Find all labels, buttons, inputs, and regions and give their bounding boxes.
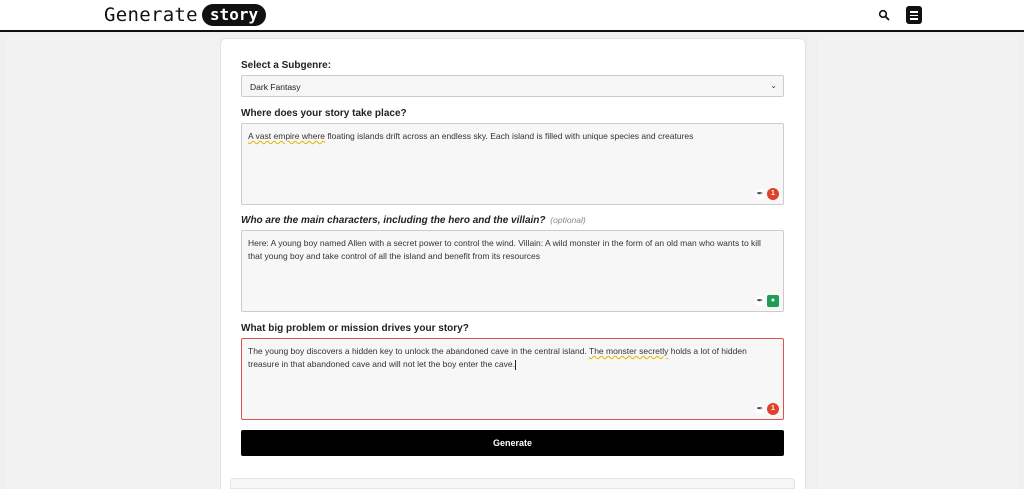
brand-pill: story [202, 4, 266, 26]
characters-textarea[interactable] [241, 230, 784, 312]
setting-text: floating islands drift across an endless sky. Each island is filled with unique species and creatures [325, 131, 694, 141]
grammar-ok-icon[interactable]: ● [767, 295, 779, 307]
brand-word: Generate [104, 4, 198, 26]
grammar-widget[interactable] [755, 403, 779, 415]
characters-label [241, 215, 586, 226]
characters-label-text: Who are the main characters, including the hero and the villain? [241, 215, 546, 226]
top-navigation-bar [0, 0, 1024, 32]
generate-button[interactable]: Generate [241, 430, 784, 456]
optional-tag: (optional) [550, 215, 586, 225]
setting-textarea[interactable] [241, 123, 784, 205]
results-panel [230, 478, 795, 489]
menu-icon[interactable] [906, 6, 922, 24]
problem-textarea[interactable] [241, 338, 784, 420]
left-sidebar-area [6, 34, 220, 489]
pen-icon[interactable]: ✒ [756, 296, 764, 305]
problem-text-start: The young boy discovers a hidden key to unlock the abandoned cave in the central island. [248, 346, 590, 356]
setting-label: Where does your story take place? [241, 108, 407, 119]
pen-icon[interactable]: ✒ [756, 404, 764, 413]
grammar-widget[interactable] [755, 295, 779, 307]
characters-text: Here: A young boy named Allen with a secret power to control the wind. Villain: A wild monster in the form of an old man who wants to kill that young boy and take control of all the island and benefit from its resources [248, 238, 761, 261]
problem-label: What big problem or mission drives your story? [241, 323, 469, 334]
problem-text-end: holds a lot of hidden treasure in that abandoned cave and will not let the boy enter the cave. [248, 346, 747, 369]
subgenre-select[interactable] [241, 75, 784, 97]
text-cursor [515, 360, 516, 370]
issue-count-badge[interactable]: 1 [767, 188, 779, 200]
brand-logo[interactable] [104, 4, 266, 26]
chevron-down-icon: ⌄ [770, 81, 777, 90]
right-sidebar-area [818, 34, 1018, 489]
subgenre-selected-value: Dark Fantasy [250, 82, 301, 92]
issue-count-badge[interactable]: 1 [767, 403, 779, 415]
pen-icon[interactable]: ✒ [756, 189, 764, 198]
search-icon[interactable] [878, 9, 890, 21]
problem-underlined-text: The monster secretly [589, 346, 669, 356]
subgenre-label: Select a Subgenre: [241, 60, 332, 71]
setting-underlined-text: A vast empire where [248, 131, 326, 141]
grammar-widget[interactable] [755, 188, 779, 200]
